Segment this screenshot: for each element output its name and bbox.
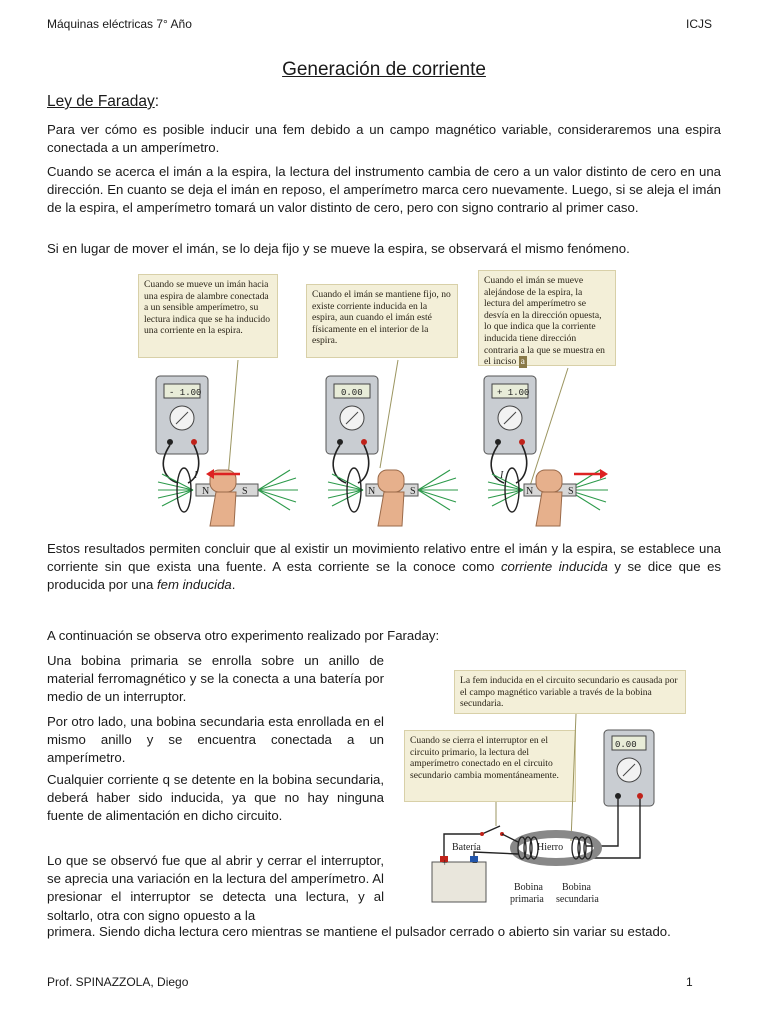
callout-switch-closed: Cuando se cierra el interruptor en el circuito primario, la lectura del amperímetro conectado en el circuito secundario cambia momentáneamente. bbox=[404, 730, 576, 802]
magnet-1-s: S bbox=[242, 486, 248, 497]
paragraph-7: Por otro lado, una bobina secundaria esta enrollada en el mismo anillo y se encuentra conectada a un amperímetro. bbox=[47, 714, 384, 766]
pointer-line-1 bbox=[228, 360, 238, 478]
p4-em-inducida: corriente inducida bbox=[500, 559, 608, 575]
magnet-2-n: N bbox=[368, 486, 376, 497]
figure2-drawing bbox=[396, 666, 696, 920]
callout-magnet-approach: Cuando se mueve un imán hacia una espira de alambre conectada a un sensible amperímetro, su lectura indica que se ha inducido una corriente en la espira. bbox=[138, 274, 278, 358]
section-title: Ley de Faraday bbox=[47, 93, 155, 110]
paragraph-4 bbox=[47, 540, 721, 595]
label-primary-1: Bobina bbox=[514, 882, 543, 893]
callout-magnet-away-text: Cuando el imán se mueve alejándose de la espira, la lectura del amperímetro se desvía en la dirección opuesta, lo que indica que la corriente inducida tiene dirección contraria a la que se muestra en el inciso bbox=[484, 275, 605, 368]
battery bbox=[432, 856, 486, 902]
current-label-1: I bbox=[194, 470, 198, 481]
label-secondary-1: Bobina bbox=[562, 882, 591, 893]
paragraph-6: Una bobina primaria se enrolla sobre un anillo de material ferromagnético y se la conecta a una batería por medio de un interruptor. bbox=[47, 653, 384, 705]
callout-secondary-fem: La fem inducida en el circuito secundario es causada por el campo magnético variable a través de la bobina secundaria. bbox=[454, 670, 686, 714]
pointer-line-top bbox=[571, 714, 576, 841]
switch-lever bbox=[482, 826, 500, 834]
label-primary-2: primaria bbox=[510, 894, 544, 905]
battery-minus: − bbox=[472, 858, 478, 869]
label-battery: Batería bbox=[452, 842, 481, 853]
header-right: ICJS bbox=[686, 17, 713, 31]
pointer-line-2 bbox=[380, 360, 398, 468]
p4-text-b: y se dice que es producida por una bbox=[47, 559, 721, 593]
magnet-1-n: N bbox=[202, 486, 210, 497]
battery-plus: + bbox=[442, 858, 448, 869]
page-title: Generación de corriente bbox=[282, 59, 486, 80]
paragraph-2: Cuando se acerca el imán a la espira, la lectura del instrumento cambia de cero a un valor distinto de cero en una dirección. En cuanto se deja el imán en reposo, el amperímetro marca cero nuevamente. Luego, si se aleja el imán de la espira, el amperímetro tomará un valor distinto de cero, pero con signo contrario al primer caso. bbox=[47, 164, 721, 216]
p4-text-a: Estos resultados permiten concluir que al existir un movimiento relativo entre el imán y la espira, se establece una corriente sin que exista una fuente. A esta corriente se la conoce como bbox=[47, 541, 721, 575]
figure1-drawing bbox=[118, 268, 718, 536]
paragraph-9-narrow: Lo que se observó fue que al abrir y cerrar el interruptor, se aprecia una variación en la lectura del amperímetro. Al presionar el interruptor se detecta una lectura, y al soltarlo, otra con signo opuesto a la bbox=[47, 853, 384, 923]
magnet-3 bbox=[524, 470, 576, 526]
section-heading bbox=[47, 93, 159, 111]
magnet-3-s: S bbox=[568, 486, 574, 497]
callout-magnet-still: Cuando el imán se mantiene fijo, no existe corriente inducida en la espira, aun cuando el imán esté físicamente en el interior de la espira. bbox=[306, 284, 458, 358]
reading-2: 0.00 bbox=[341, 388, 363, 398]
magnet-2 bbox=[366, 470, 418, 526]
reading-3: + 1.00 bbox=[497, 388, 530, 398]
paragraph-5: A continuación se observa otro experimento realizado por Faraday: bbox=[47, 628, 440, 643]
figure-faraday-transformer bbox=[396, 666, 696, 920]
magnet-2-s: S bbox=[410, 486, 416, 497]
callout-tag: a bbox=[520, 356, 525, 368]
paragraph-1: Para ver cómo es posible inducir una fem debido a un campo magnético variable, consideraremos una espira conectada a un amperímetro. bbox=[47, 122, 721, 156]
figure-faraday-magnet bbox=[118, 268, 718, 536]
paragraph-8: Cualquier corriente q se detente en la bobina secundaria, deberá haber sido inducida, ya que no hay ninguna fuente de alimentación en dicho circuito. bbox=[47, 772, 384, 824]
paragraph-9-full: primera. Siendo dicha lectura cero mientras se mantiene el pulsador cerrado o abierto sin variar su estado. bbox=[47, 924, 671, 939]
header-left: Máquinas eléctricas 7° Año bbox=[47, 17, 192, 31]
reading-1: - 1.00 bbox=[169, 388, 202, 398]
reading-secondary: 0.00 bbox=[615, 740, 637, 750]
motion-arrow-right bbox=[574, 469, 608, 479]
p4-em-fem: fem inducida bbox=[156, 577, 232, 593]
footer-page-number: 1 bbox=[686, 975, 693, 989]
label-iron: Hierro bbox=[537, 842, 564, 853]
label-secondary-2: secundaria bbox=[556, 894, 599, 905]
section-suffix: : bbox=[154, 93, 160, 110]
magnet-3-n: N bbox=[526, 486, 534, 497]
p4-text-c: . bbox=[231, 577, 236, 593]
paragraph-3: Si en lugar de mover el imán, se lo deja fijo y se mueve la espira, se observará el mismo fenómeno. bbox=[47, 241, 630, 256]
footer-author: Prof. SPINAZZOLA, Diego bbox=[47, 975, 189, 989]
magnet-1 bbox=[196, 470, 258, 526]
current-label-3: I bbox=[500, 470, 504, 481]
